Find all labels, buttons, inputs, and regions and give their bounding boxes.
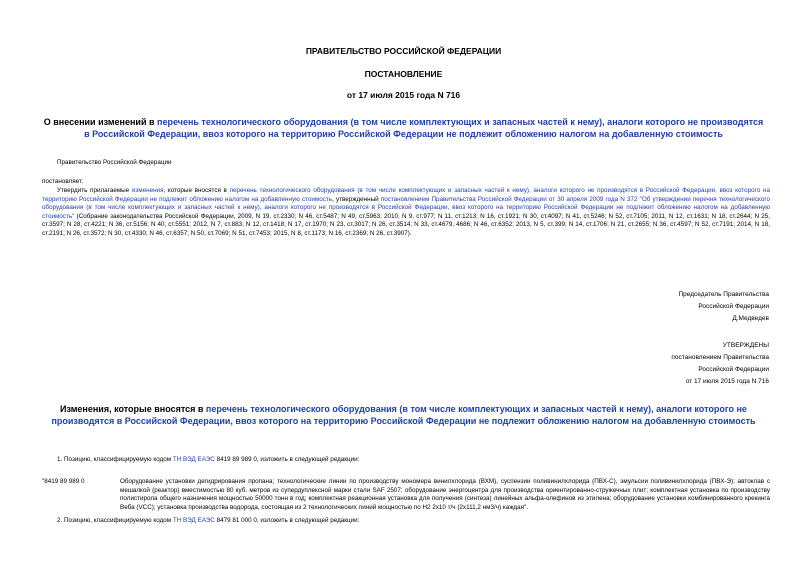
document-title	[40, 116, 767, 140]
equipment-list-link[interactable]: перечень технологического оборудования (в том числе комплектующих и запасных частей к нему), аналоги которого не производятся в Российской Федерации, ввоз которого на территорию Российской Федерации не подлежит обложению налогом на добавленную стоимость	[42, 187, 770, 203]
p1-text-c: , утвержденный	[332, 195, 381, 203]
item-1-tnved-link[interactable]: ТН ВЭД ЕАЭС	[172, 456, 215, 463]
decides-line: постановляет:	[42, 178, 84, 185]
approved-by: постановлением Правительства	[671, 354, 769, 361]
approved-heading: УТВЕРЖДЕНЫ	[722, 342, 769, 349]
table-row	[42, 478, 770, 514]
item-1	[57, 456, 785, 465]
approved-block	[671, 340, 769, 388]
doc-date-number: от 17 июля 2015 года N 716	[346, 90, 461, 100]
signature-position: Председатель Правительства	[678, 291, 769, 298]
table-row-description: Оборудование установки дегидрирования пропана; технологические линии по производству мономера винилхлорида (ВХМ), суспензии поливинилхлорида (ПВХ-С), эмульсии поливинилхлорида (ПВХ-Э); автоклав с мешалкой (реактор) вместимостью 80 куб. метров из супердуплексной марки стали SAF 2507; оборудование энергоцентра для производства ориентированно-стружечных плит; комплектная установка по производству полистирола общего назначения мощностью 50000 тонн в год; комплектная реакционная установка для получения (синтеза) линейных альфа-олефинов из этилена; оборудование установки комбинированного крекинга Веба (VCC); установка производства водорода, состоящая из 2 технологических линий мощностью по Н2 2х10 т/ч (2х111,2 нм3/ч) каждая".	[120, 478, 770, 511]
item-1-text-b: 8419 89 989 0, изложить в следующей редакции:	[214, 456, 360, 463]
title-link[interactable]: перечень технологического оборудования (в том числе комплектующих и запасных частей к нему), аналоги которого не производятся в Российской Федерации, ввоз которого на территорию Российской Федерации не подлежит обложению налогом на добавленную стоимость	[84, 117, 764, 139]
p1-text-b: , которые вносятся в	[163, 187, 230, 194]
item-2-tnved-link[interactable]: ТН ВЭД ЕАЭС	[172, 517, 215, 524]
resolution-372-link[interactable]: постановлением Правительства Российской Федерации от 30 апреля 2009 года N 372 "Об утверждении перечня технологического оборудования (в том числе комплектующих и запасных частей к нему), аналоги которого не производятся в Российской Федерации, ввоз которого на территорию Российской Федерации не подлежит обложению налогом на добавленную стоимость"	[42, 195, 770, 220]
changes-title-prefix: Изменения, которые вносятся в	[60, 404, 206, 414]
approved-country: Российской Федерации	[698, 366, 769, 373]
p1-text-a: Утвердить прилагаемые	[57, 187, 132, 194]
government-heading: ПРАВИТЕЛЬСТВО РОССИЙСКОЙ ФЕДЕРАЦИИ	[305, 46, 502, 56]
signature-name: Д.Медведев	[732, 315, 769, 322]
table-row-code: "8419 89 989 0	[42, 478, 85, 485]
approved-date: от 17 июля 2015 года N 716	[685, 378, 769, 385]
item-1-text-a: 1. Позицию, классифицируемую кодом	[57, 456, 173, 463]
signature-block	[678, 289, 769, 325]
changes-link[interactable]: изменения	[131, 187, 164, 194]
item-2-text-b: 8479 81 000 0, изложить в следующей редакции:	[214, 517, 360, 524]
doc-type-heading: ПОСТАНОВЛЕНИЕ	[364, 69, 443, 79]
p1-text-d: (Собрание законодательства Российской Федерации, 2009, N 19, ст.2330; N 46, ст.5487; N 49, ст.5963; 2010, N 9, ст.977; N 11, ст.1213; N 16, ст.1921; N 30, ст.4097; N 41, ст.5246; N 52, ст.7105; 2011, N 12, ст.1631; N 18, ст.2644; N 25, ст.3597; N 28, ст.4221; N 36, ст.5156; N 40, ст.5551; 2012, N 7, ст.883; N 12, ст.1418; N 17, ст.1970; N 23, ст.3017; N 26, ст.3514; N 33, ст.4679, 4686; N 46, ст.6352; 2013, N 5, ст.399; N 14, ст.1706; N 21, ст.2655; N 36, ст.4597; N 52, ст.7191; 2014, N 18, ст.2191; N 26, ст.3572; N 30, ст.4330; N 46, ст.6357; N 50, ст.7069; N 51, ст.7453; 2015, N 8, ст.1173; N 16, ст.2369; N 26, ст.3907).	[42, 212, 770, 237]
changes-title-link[interactable]: перечень технологического оборудования (в том числе комплектующих и запасных частей к нему), аналоги которого не производятся в Российской Федерации, ввоз которого на территорию Российской Федерации не подлежит обложению налогом на добавленную стоимость	[51, 404, 756, 426]
signature-country: Российской Федерации	[698, 303, 769, 310]
changes-title	[40, 403, 767, 427]
title-prefix: О внесении изменений в	[43, 117, 158, 127]
item-2-text-a: 2. Позицию, классифицируемую кодом	[57, 517, 173, 524]
item-2	[57, 517, 785, 526]
government-line: Правительство Российской Федерации	[57, 159, 172, 166]
decision-paragraph	[42, 187, 770, 239]
